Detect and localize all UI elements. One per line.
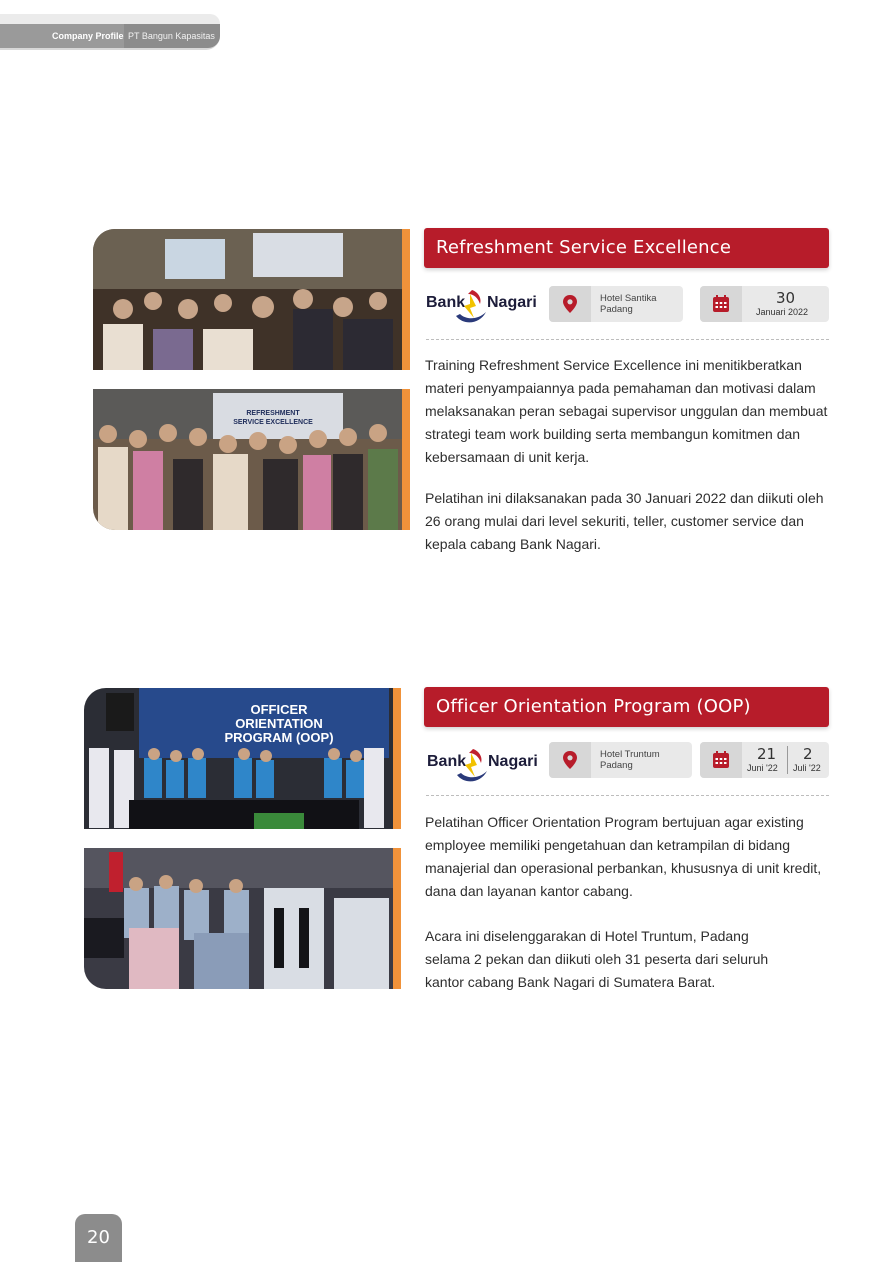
logo-swoosh-icon xyxy=(450,286,490,326)
header-company-profile-label: Company Profile xyxy=(52,31,124,41)
svg-text:SERVICE EXCELLENCE: SERVICE EXCELLENCE xyxy=(233,419,313,426)
date-separator xyxy=(787,746,788,774)
calendar-icon xyxy=(713,751,729,768)
section-paragraph: Pelatihan ini dilaksanakan pada 30 Januari 2022 dan diikuti oleh 26 orang mulai dari level sekuriti, teller, customer service dan kepala cabang Bank Nagari. xyxy=(425,490,824,552)
section-title: Officer Orientation Program (OOP) xyxy=(436,696,751,717)
location-pin-icon xyxy=(562,751,578,769)
header-tab-highlight xyxy=(0,14,220,24)
date-day: 30 xyxy=(776,289,796,307)
date-end-month: Juli '22 xyxy=(793,763,821,773)
location-text: Hotel Santika Padang xyxy=(600,293,657,315)
bank-nagari-logo xyxy=(426,286,538,326)
logo-word-bank: Bank xyxy=(427,753,467,770)
date-month-year: Januari 2022 xyxy=(756,307,809,317)
page-number: 20 xyxy=(87,1227,110,1248)
location-text: Hotel Truntum Padang xyxy=(600,749,660,771)
location-pill xyxy=(549,286,683,322)
section-paragraph: Acara ini diselenggarakan di Hotel Truntum, Padang selama 2 pekan dan diikuti oleh 31 peserta dari seluruh kantor cabang Bank Nagari di Sumatera Barat. xyxy=(425,928,769,990)
section-title-bar xyxy=(424,687,829,727)
page-number-tab xyxy=(75,1214,122,1262)
svg-text:PROGRAM (OOP): PROGRAM (OOP) xyxy=(224,730,334,745)
logo-word-nagari: Nagari xyxy=(488,753,538,770)
logo-word-nagari: Nagari xyxy=(487,294,537,311)
logo-swoosh-icon xyxy=(451,745,491,785)
date-start-month: Juni '22 xyxy=(747,763,778,773)
photo-banner-text-2: OFFICER xyxy=(250,702,308,717)
location-pin-icon xyxy=(562,295,578,313)
date-range-pill xyxy=(700,742,829,778)
logo-word-bank: Bank xyxy=(426,294,466,311)
training-photo-1b xyxy=(93,389,410,530)
training-photo-2b xyxy=(84,848,401,989)
section-paragraph: Pelatihan Officer Orientation Program bertujuan agar existing employee memiliki pengetahuan dan ketrampilan di bidang manajerial dan operasional perbankan, khususnya di unit kredit, dana dan layanan kantor cabang. xyxy=(425,814,822,899)
photo-banner-text-1: REFRESHMENT xyxy=(246,410,300,417)
location-pill xyxy=(549,742,692,778)
header-company-name: PT Bangun Kapasitas xyxy=(128,31,215,41)
section-divider xyxy=(426,339,829,340)
training-photo-1a xyxy=(93,229,410,370)
calendar-icon xyxy=(713,295,729,312)
date-end-day: 2 xyxy=(803,745,813,763)
section-title: Refreshment Service Excellence xyxy=(436,237,732,258)
section-paragraph: Training Refreshment Service Excellence ini menitikberatkan materi penyampaiannya pada pemahaman dan motivasi dalam melaksanakan peran sebagai supervisor unggulan dan membuat strategi team work building serta membangun komitmen dan kebersamaan di unit kerja. xyxy=(425,357,828,465)
section-title-bar xyxy=(424,228,829,268)
svg-text:ORIENTATION: ORIENTATION xyxy=(235,716,323,731)
bank-nagari-logo xyxy=(427,745,539,785)
training-photo-2a xyxy=(84,688,401,829)
section-divider xyxy=(426,795,829,796)
date-pill xyxy=(700,286,829,322)
date-start-day: 21 xyxy=(757,745,777,763)
